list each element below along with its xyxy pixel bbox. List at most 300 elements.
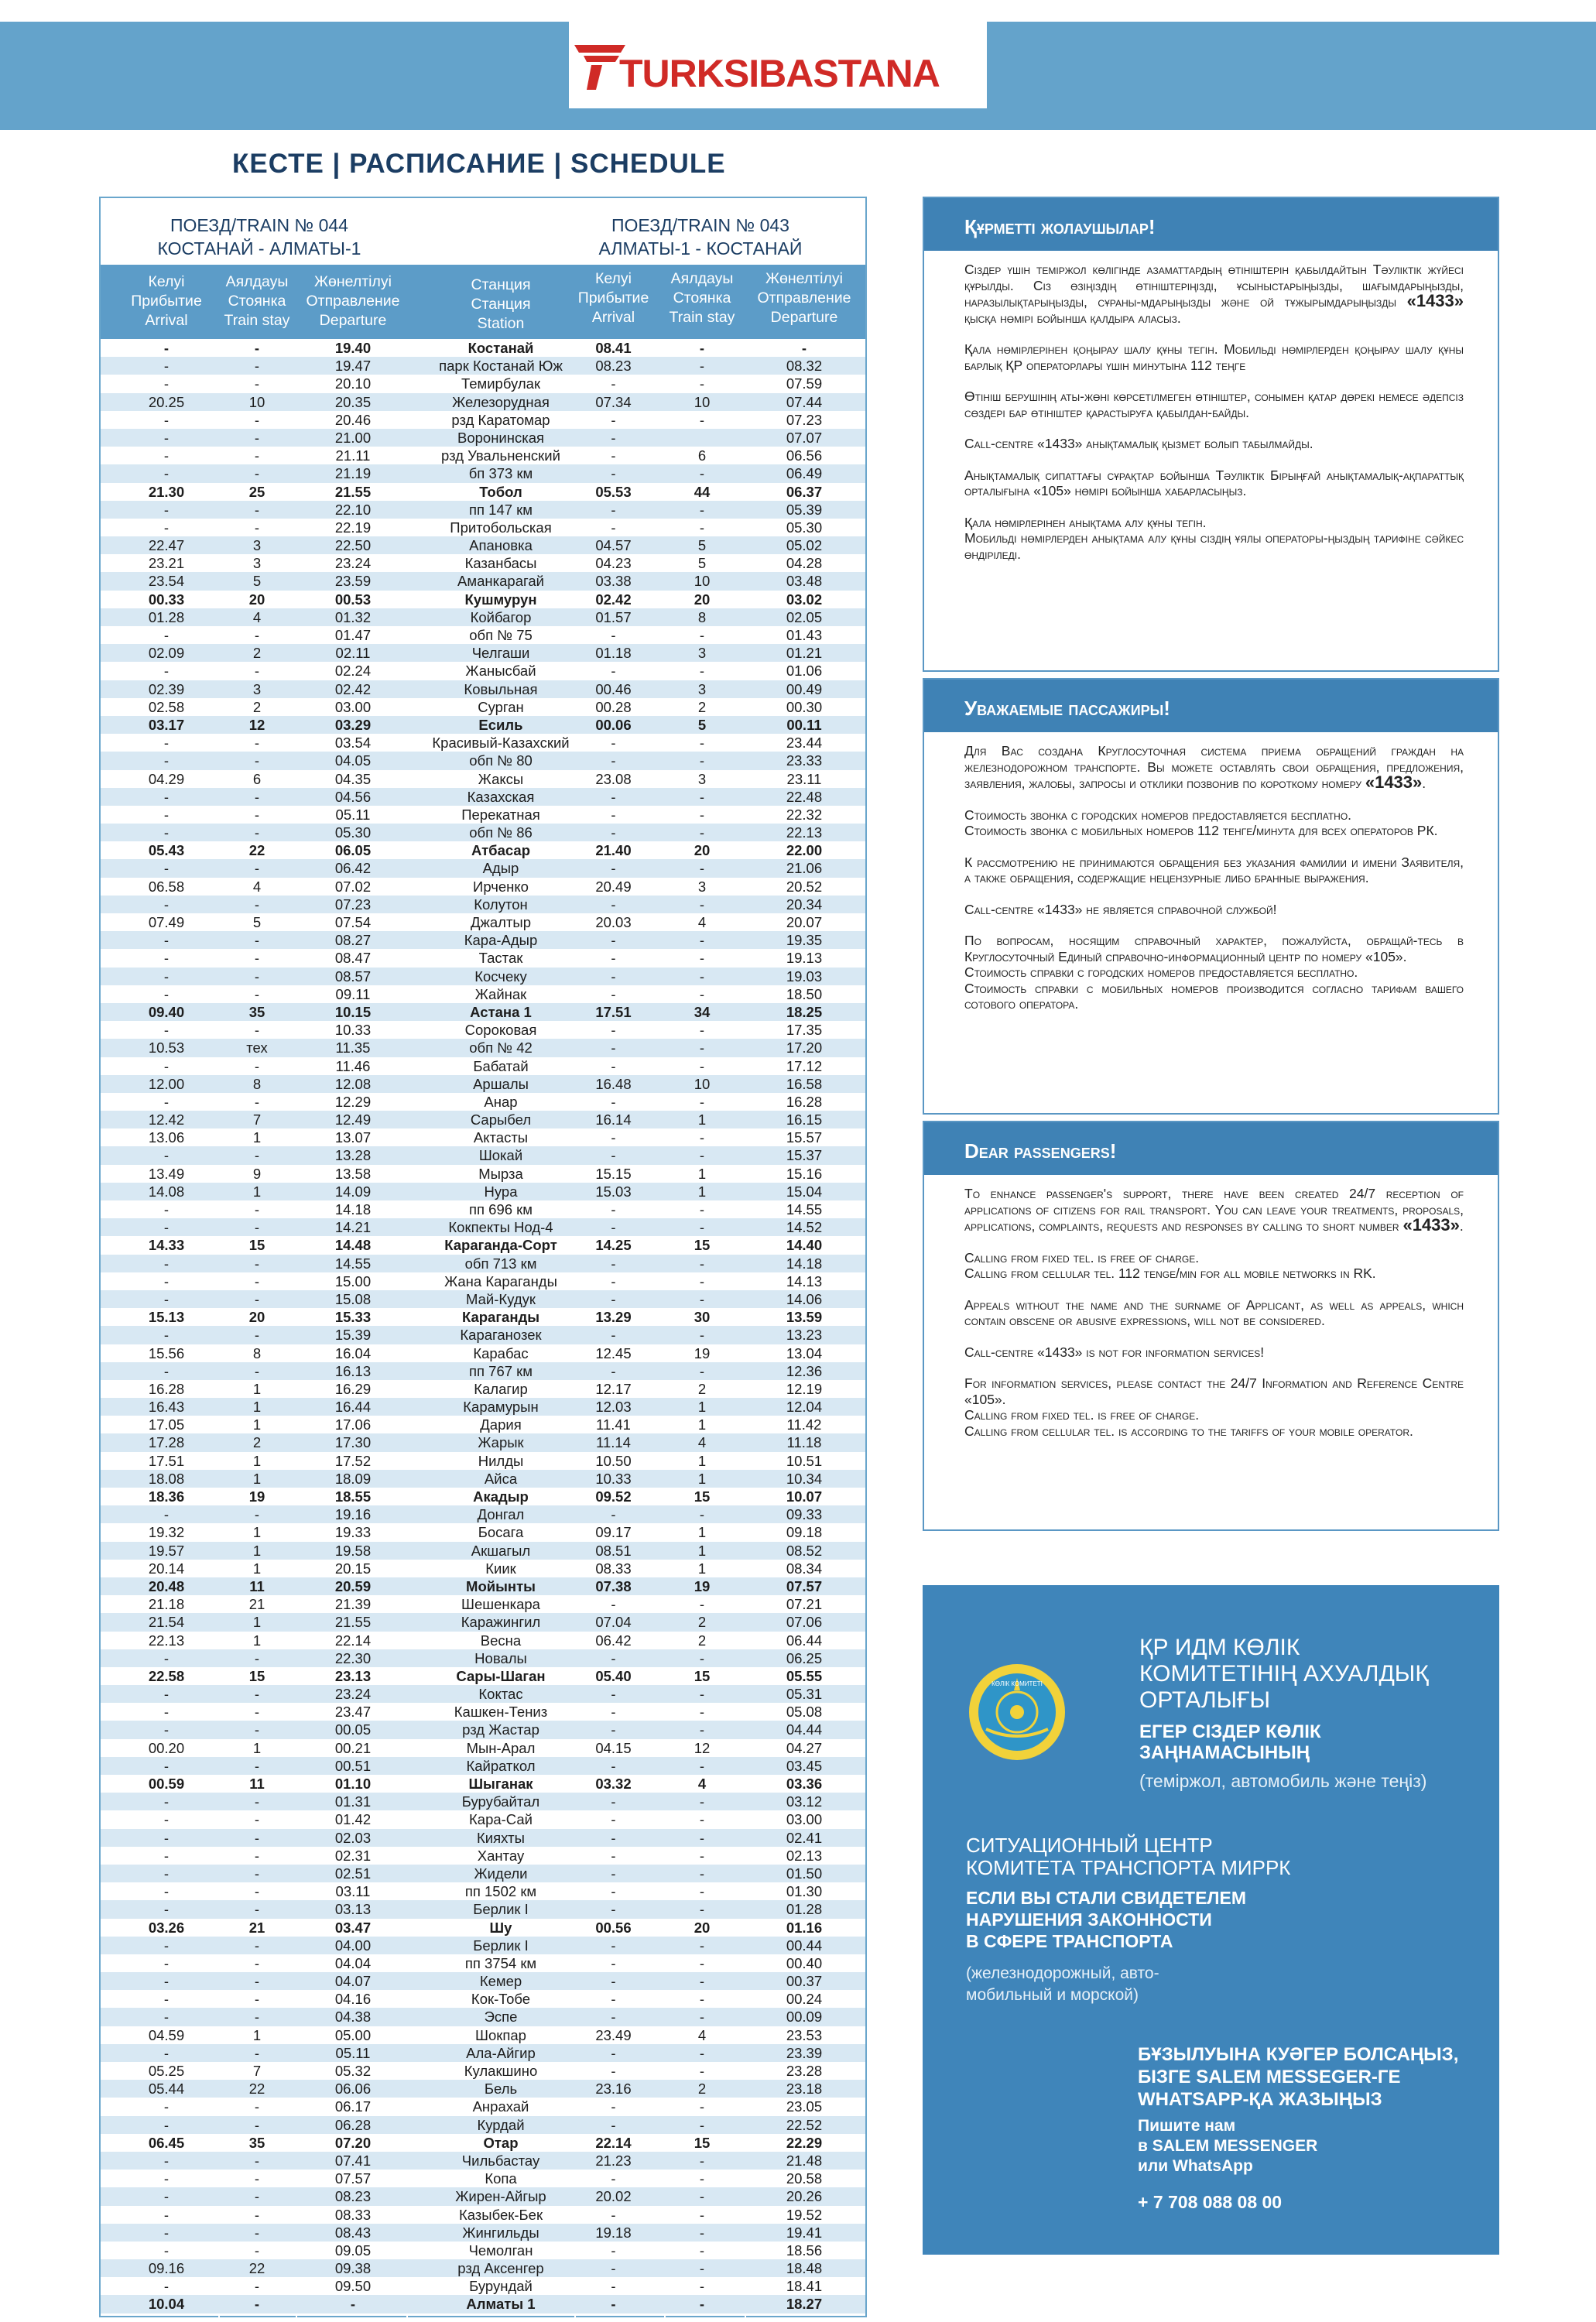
table-row (101, 2008, 865, 2026)
arrival-cell: 00.20 (148, 1739, 185, 1756)
departure-cell: 06.42 (334, 860, 372, 877)
arrival-cell: - (163, 375, 170, 392)
departure2-cell: 15.16 (786, 1165, 823, 1182)
arrival-cell: - (163, 1327, 170, 1344)
departure2-cell: 00.30 (786, 698, 823, 715)
departure-cell: 04.07 (334, 1973, 372, 1990)
table-row (101, 536, 865, 554)
table-row (101, 1218, 865, 1236)
station-cell: Кашкен-Тениз (454, 1704, 548, 1721)
departure-cell: 12.49 (334, 1111, 372, 1128)
arrival2-cell: - (611, 824, 616, 841)
station-cell: Сарыбел (470, 1111, 532, 1128)
station-cell: Мырза (478, 1165, 523, 1182)
stay2-cell: 15 (694, 2134, 711, 2151)
arrival2-cell: - (611, 1991, 616, 2008)
stay2-cell: 1 (697, 1470, 707, 1487)
departure-cell: 20.15 (334, 1560, 372, 1577)
stay2-cell: - (699, 735, 705, 752)
stay2-cell: 3 (697, 645, 707, 662)
stay-cell: - (254, 932, 260, 949)
departure2-cell: 18.25 (786, 1003, 823, 1020)
departure2-cell: 14.13 (786, 1272, 823, 1289)
arrival2-cell: - (611, 752, 616, 769)
col-departure-2: Жөнелтілуі Отправление Departure (757, 270, 851, 326)
stay2-cell: - (699, 1757, 705, 1774)
departure2-cell: 06.56 (786, 447, 823, 464)
departure2-cell: 16.15 (786, 1111, 823, 1128)
station-cell: рзд Увальненский (441, 447, 560, 464)
departure2-cell: 03.48 (786, 573, 823, 590)
departure-cell: 23.13 (334, 1667, 372, 1684)
arrival-cell: - (163, 447, 170, 464)
stay2-cell: 4 (697, 914, 707, 930)
arrival2-cell: - (611, 932, 616, 949)
stay-cell: 2 (252, 1434, 262, 1451)
stay-cell: - (254, 1255, 260, 1272)
stay2-cell: - (699, 2009, 705, 2026)
stay-cell: 1 (252, 1183, 262, 1200)
arrival2-cell: 20.02 (595, 2188, 632, 2205)
departure2-cell: 00.40 (786, 1954, 823, 1971)
stay-cell: - (254, 1829, 260, 1846)
departure-cell: 19.58 (334, 1542, 372, 1559)
stay2-cell: - (699, 375, 705, 392)
departure-cell: 05.11 (335, 2044, 371, 2061)
departure2-cell: 01.16 (786, 1919, 823, 1936)
stay2-cell: - (699, 411, 705, 428)
departure-cell: 06.28 (334, 2116, 372, 2133)
stay2-cell: - (699, 788, 705, 805)
arrival-cell: - (163, 1649, 170, 1666)
stay2-cell: - (699, 2296, 705, 2313)
stay-cell: - (254, 1272, 260, 1289)
station-cell: Калагир (474, 1380, 528, 1397)
arrival-cell: 14.08 (148, 1183, 185, 1200)
departure-cell: 21.55 (334, 483, 372, 500)
stay-cell: - (254, 411, 260, 428)
stay2-cell: - (699, 465, 705, 482)
departure-cell: 08.57 (334, 968, 372, 985)
arrival2-cell: 08.33 (595, 1560, 632, 1577)
station-cell: Жайнак (474, 985, 527, 1002)
stay-cell: 7 (252, 2063, 262, 2079)
station-cell: Койбагор (470, 608, 532, 625)
stay2-cell: - (699, 1829, 705, 1846)
departure-cell: 19.40 (334, 340, 372, 356)
table-row (101, 626, 865, 644)
arrival-cell: - (163, 1704, 170, 1721)
station-cell: пп 1502 км (464, 1883, 537, 1900)
table-row (101, 1775, 865, 1793)
stay-cell: - (254, 2116, 260, 2133)
departure-cell: 09.05 (334, 2242, 372, 2259)
station-cell: рзд Аксенгер (457, 2260, 544, 2277)
departure-cell: 22.19 (334, 519, 372, 536)
arrival-cell: 06.45 (148, 2134, 185, 2151)
arrival-cell: 23.21 (148, 555, 185, 572)
table-row (101, 985, 865, 1003)
info-en-body: To enhance passenger's support, there have been created 24/7 reception of applications of citizens for rail transport. You can leave your treatments, proposals, applications, complaints, requests and responses by calling to short number «1433». Calling from fixed tel. is free of charge. Calling from cellular tel. 112 tenge/min for all mobile networks in RK. Appeals without the name and the surname of Applicant, as well as appeals, which contain obscene or abusive expressions, will not be considered. Call-centre «1433» is not for information services! For information services, please contact the 24/7 Information and Reference Centre «105». Calling from fixed tel. is free of charge. Calling from cellular tel. is according to the tariffs of your mobile operator. (964, 1186, 1464, 1439)
arrival-cell: - (163, 860, 170, 877)
departure2-cell: 04.27 (786, 1739, 823, 1756)
station-cell: Акшагыл (471, 1542, 531, 1559)
station-cell: Жарык (478, 1434, 524, 1451)
departure-cell: 21.39 (334, 1596, 372, 1613)
stay-cell: 1 (252, 2026, 262, 2043)
station-cell: Кушмурун (464, 591, 537, 608)
station-cell: Айса (484, 1470, 518, 1487)
arrival-cell: - (163, 1201, 170, 1218)
table-row (101, 2170, 865, 2187)
stay2-cell: 44 (694, 483, 711, 500)
col-departure: Жөнелтілуі Отправление Departure (306, 273, 400, 329)
departure-cell: 04.16 (334, 1991, 372, 2008)
departure2-cell: 14.18 (786, 1255, 823, 1272)
stay2-cell: 4 (697, 1434, 707, 1451)
departure-cell: 16.29 (334, 1380, 372, 1397)
station-cell: Сороковая (464, 1022, 537, 1039)
table-row (101, 698, 865, 716)
stay-cell: 20 (248, 591, 265, 608)
table-row (101, 1470, 865, 1488)
stay-cell: - (254, 1901, 260, 1918)
table-row (101, 2224, 865, 2242)
station-cell: Караганозек (460, 1327, 542, 1344)
stay-cell: 21 (248, 1596, 265, 1613)
departure2-cell: 18.27 (786, 2296, 823, 2313)
table-row (101, 1649, 865, 1667)
stay2-cell: 30 (694, 1309, 711, 1326)
schedule-table (99, 197, 867, 2317)
station-cell: Берлик I (473, 1901, 529, 1918)
stay-cell: - (254, 1057, 260, 1074)
stay2-cell: - (699, 1973, 705, 1990)
stay2-cell: 1 (697, 1560, 707, 1577)
departure-cell: 15.00 (334, 1272, 372, 1289)
arrival2-cell: - (611, 1057, 616, 1074)
contact-phone[interactable]: + 7 708 088 08 00 (1138, 2192, 1283, 2212)
arrival2-cell: 11.41 (596, 1416, 631, 1433)
departure-cell: 13.07 (334, 1129, 372, 1146)
station-cell: Чемолган (468, 2242, 533, 2259)
departure-cell: 14.55 (334, 1255, 372, 1272)
station-cell: Карабас (473, 1344, 529, 1361)
arrival-cell: - (163, 824, 170, 841)
stay2-cell: 3 (697, 680, 707, 697)
arrival-cell: - (163, 1954, 170, 1971)
arrival-cell: 06.58 (148, 878, 185, 895)
arrival2-cell: - (611, 896, 616, 913)
stay-cell: - (254, 1757, 260, 1774)
departure2-cell: 06.44 (786, 1632, 823, 1649)
departure2-cell: 23.39 (786, 2044, 823, 2061)
arrival2-cell: 13.29 (595, 1309, 632, 1326)
station-cell: бп 373 км (468, 465, 533, 482)
arrival2-cell: - (611, 1757, 616, 1774)
arrival-cell: 13.06 (148, 1129, 185, 1146)
departure2-cell: 11.42 (786, 1416, 822, 1433)
station-cell: Ала-Айгир (466, 2044, 536, 2061)
departure-cell: 09.11 (335, 985, 371, 1002)
stay2-cell: - (699, 1991, 705, 2008)
arrival2-cell: 06.42 (595, 1632, 632, 1649)
stay2-cell: - (699, 1954, 705, 1971)
departure2-cell: 15.04 (786, 1183, 823, 1200)
stay2-cell: - (699, 932, 705, 949)
departure-cell: 14.09 (334, 1183, 372, 1200)
arrival-cell: 07.49 (148, 914, 185, 930)
stay2-cell: 1 (697, 1399, 707, 1416)
stay-cell: - (254, 1973, 260, 1990)
departure-cell: 00.53 (334, 591, 372, 608)
departure2-cell: 15.57 (786, 1129, 823, 1146)
departure-cell: 02.11 (335, 645, 371, 662)
stay2-cell: - (699, 501, 705, 518)
station-cell: Бель (484, 2081, 518, 2098)
arrival-cell: - (163, 2188, 170, 2205)
stay2-cell: 3 (697, 770, 707, 787)
departure-cell: 16.44 (334, 1399, 372, 1416)
arrival-cell: 22.47 (148, 537, 185, 554)
arrival-cell: 13.49 (148, 1165, 185, 1182)
stay-cell: - (254, 2170, 260, 2187)
arrival-cell: - (163, 968, 170, 985)
arrival-cell: 05.25 (148, 2063, 185, 2079)
station-cell: Отар (483, 2134, 519, 2151)
departure-cell: 16.13 (334, 1362, 372, 1379)
departure-cell: 23.47 (334, 1704, 372, 1721)
arrival2-cell: 03.38 (595, 573, 632, 590)
stay2-cell: - (699, 950, 705, 967)
stay-cell: 11 (249, 1577, 265, 1594)
departure2-cell: 17.12 (786, 1057, 823, 1074)
arrival2-cell: - (611, 1506, 616, 1523)
departure-cell: 12.08 (334, 1075, 372, 1092)
departure-cell: 03.54 (334, 735, 372, 752)
departure-cell: 17.06 (334, 1416, 372, 1433)
departure2-cell: 01.30 (786, 1883, 823, 1900)
table-row (101, 1452, 865, 1470)
arrival-cell: 09.16 (148, 2260, 185, 2277)
departure-cell: 05.11 (335, 806, 371, 823)
departure2-cell: 08.34 (786, 1560, 823, 1577)
stay2-cell: - (699, 1865, 705, 1882)
stay-cell: 20 (248, 1309, 265, 1326)
stay2-cell: 2 (697, 2081, 707, 2098)
arrival-cell: 04.29 (148, 770, 185, 787)
departure-cell: 02.42 (334, 680, 372, 697)
departure-cell: 17.30 (334, 1434, 372, 1451)
arrival-cell: - (163, 896, 170, 913)
stay2-cell: 1 (697, 1111, 707, 1128)
arrival-cell: 21.18 (148, 1596, 185, 1613)
station-cell: Ирченко (473, 878, 529, 895)
departure2-cell: 14.55 (786, 1201, 823, 1218)
station-cell: Алматы 1 (466, 2296, 536, 2313)
table-row (101, 1793, 865, 1810)
departure2-cell: 18.41 (786, 2278, 823, 2295)
arrival2-cell: 01.57 (595, 608, 632, 625)
station-cell: Тастак (478, 950, 523, 967)
departure-cell: 20.59 (334, 1577, 372, 1594)
departure2-cell: 03.12 (786, 1793, 823, 1810)
station-cell: обп 713 км (464, 1255, 537, 1272)
arrival-cell: - (163, 932, 170, 949)
arrival-cell: 20.48 (148, 1577, 185, 1594)
table-row (101, 2080, 865, 2098)
station-cell: Кара-Адыр (464, 932, 538, 949)
stay-cell: - (254, 860, 260, 877)
arrival-cell: - (163, 2116, 170, 2133)
info-box-ru (923, 678, 1499, 1115)
stay2-cell: 10 (694, 1075, 711, 1092)
table-row (101, 1542, 865, 1560)
stay-cell: 1 (252, 1470, 262, 1487)
departure-cell: 01.10 (334, 1776, 372, 1792)
departure2-cell: - (801, 340, 807, 356)
stay-cell: тех (246, 1039, 268, 1057)
info-box-en (923, 1121, 1499, 1531)
departure-cell: 08.33 (334, 2206, 372, 2223)
stay2-cell: - (699, 340, 705, 356)
departure2-cell: 19.03 (786, 968, 823, 985)
arrival-cell: - (163, 2170, 170, 2187)
stay-cell: - (254, 1327, 260, 1344)
table-row (101, 1954, 865, 1972)
station-cell: Кокпекты Нод-4 (448, 1219, 553, 1236)
departure2-cell: 02.05 (786, 608, 823, 625)
stay-cell: - (254, 788, 260, 805)
table-row (101, 1577, 865, 1595)
arrival2-cell: - (611, 1219, 616, 1236)
departure-cell: 21.55 (334, 1614, 372, 1631)
arrival-cell: - (163, 1022, 170, 1039)
departure-cell: 04.00 (334, 1937, 372, 1954)
arrival-cell: 03.26 (148, 1919, 185, 1936)
station-cell: Жана Караганды (444, 1272, 557, 1289)
departure2-cell: 13.59 (786, 1309, 823, 1326)
departure-cell: 19.33 (334, 1524, 372, 1541)
station-cell: Копа (485, 2170, 517, 2187)
table-row (101, 483, 865, 501)
arrival2-cell: 14.25 (595, 1237, 632, 1254)
station-cell: Апановка (469, 537, 533, 554)
stay-cell: 15 (248, 1667, 265, 1684)
arrival2-cell: - (611, 1704, 616, 1721)
departure-cell: 05.32 (334, 2063, 372, 2079)
station-cell: Нура (484, 1183, 518, 1200)
departure-cell: 06.17 (334, 2098, 372, 2115)
stay-cell: 21 (248, 1919, 265, 1936)
departure2-cell: 09.33 (786, 1506, 823, 1523)
arrival-cell: - (163, 2242, 170, 2259)
departure-cell: 08.43 (334, 2224, 372, 2241)
table-row (101, 375, 865, 392)
station-cell: Жидели (474, 1865, 528, 1882)
station-cell: Курдай (477, 2116, 525, 2133)
arrival-cell: 21.30 (148, 483, 185, 500)
table-row (101, 1111, 865, 1128)
departure2-cell: 20.52 (786, 878, 823, 895)
departure2-cell: 14.40 (786, 1237, 823, 1254)
stay2-cell: - (699, 1290, 705, 1307)
arrival-cell: 05.44 (148, 2081, 185, 2098)
departure-cell: 04.35 (334, 770, 372, 787)
arrival-cell: 01.28 (148, 608, 185, 625)
stay2-cell: 1 (697, 1416, 707, 1433)
stay2-cell: 1 (697, 1183, 707, 1200)
arrival-cell: - (163, 1093, 170, 1110)
arrival2-cell: 01.18 (595, 645, 632, 662)
table-row (101, 1308, 865, 1326)
col-stay-2: Аялдауы Стоянка Train stay (669, 270, 735, 326)
departure-cell: 08.27 (334, 932, 372, 949)
table-row (101, 1703, 865, 1721)
departure-cell: 04.05 (334, 752, 372, 769)
station-cell: Весна (480, 1632, 522, 1649)
table-row (101, 1344, 865, 1362)
arrival2-cell: - (611, 2260, 616, 2277)
arrival2-cell: - (611, 1865, 616, 1882)
arrival-cell: 04.59 (148, 2026, 185, 2043)
station-cell: Тобол (479, 483, 522, 500)
stay2-cell: - (699, 824, 705, 841)
station-cell: Бурундай (469, 2278, 533, 2295)
kz-messenger-callout: БҰЗЫЛУЫНА КУӘГЕР БОЛСАҢЫЗ, БІЗГЕ SALEM MESSEGER-ГЕ WHATSAPP-ҚА ЖАЗЫҢЫЗ (1138, 2044, 1459, 2110)
table-row (101, 2026, 865, 2044)
station-cell: Кияхты (477, 1829, 525, 1846)
stay-cell: 1 (252, 1399, 262, 1416)
departure-cell: 18.09 (334, 1470, 372, 1487)
table-row (101, 1900, 865, 1918)
departure2-cell: 03.36 (786, 1776, 823, 1792)
table-row (101, 1200, 865, 1218)
table-row (101, 1505, 865, 1523)
ru-center-subtitle: ЕСЛИ ВЫ СТАЛИ СВИДЕТЕЛЕМ НАРУШЕНИЯ ЗАКОННОСТИ В СФЕРЕ ТРАНСПОРТА (966, 1888, 1247, 1951)
stay2-cell: 1 (697, 1524, 707, 1541)
departure2-cell: 14.06 (786, 1290, 823, 1307)
table-row (101, 1810, 865, 1828)
stay-cell: - (254, 519, 260, 536)
arrival2-cell: - (611, 1686, 616, 1703)
stay2-cell: 1 (697, 1452, 707, 1469)
ru-center-title: СИТУАЦИОННЫЙ ЦЕНТР КОМИТЕТА ТРАНСПОРТА МИРРК (966, 1834, 1291, 1879)
stay-cell: - (254, 1649, 260, 1666)
departure2-cell: 19.41 (786, 2224, 823, 2241)
table-row (101, 824, 865, 841)
arrival2-cell: 04.15 (595, 1739, 632, 1756)
station-cell: Жанысбай (465, 663, 536, 680)
departure-cell: 22.14 (334, 1632, 372, 1649)
table-row (101, 2295, 865, 2313)
departure2-cell: 01.28 (786, 1901, 823, 1918)
stay2-cell: 10 (694, 573, 711, 590)
station-cell: обп № 75 (469, 627, 533, 643)
stay2-cell: - (699, 1847, 705, 1864)
departure-cell: 04.38 (334, 2009, 372, 2026)
stay2-cell: - (699, 1093, 705, 1110)
departure-cell: 17.52 (334, 1452, 372, 1469)
arrival-cell: - (163, 1937, 170, 1954)
arrival2-cell: 05.40 (595, 1667, 632, 1684)
table-row (101, 1146, 865, 1164)
arrival-cell: 16.28 (148, 1380, 185, 1397)
arrival-cell: - (163, 2152, 170, 2169)
arrival2-cell: - (611, 806, 616, 823)
station-cell: Анрахай (472, 2098, 529, 2115)
departure2-cell: 07.06 (786, 1614, 823, 1631)
